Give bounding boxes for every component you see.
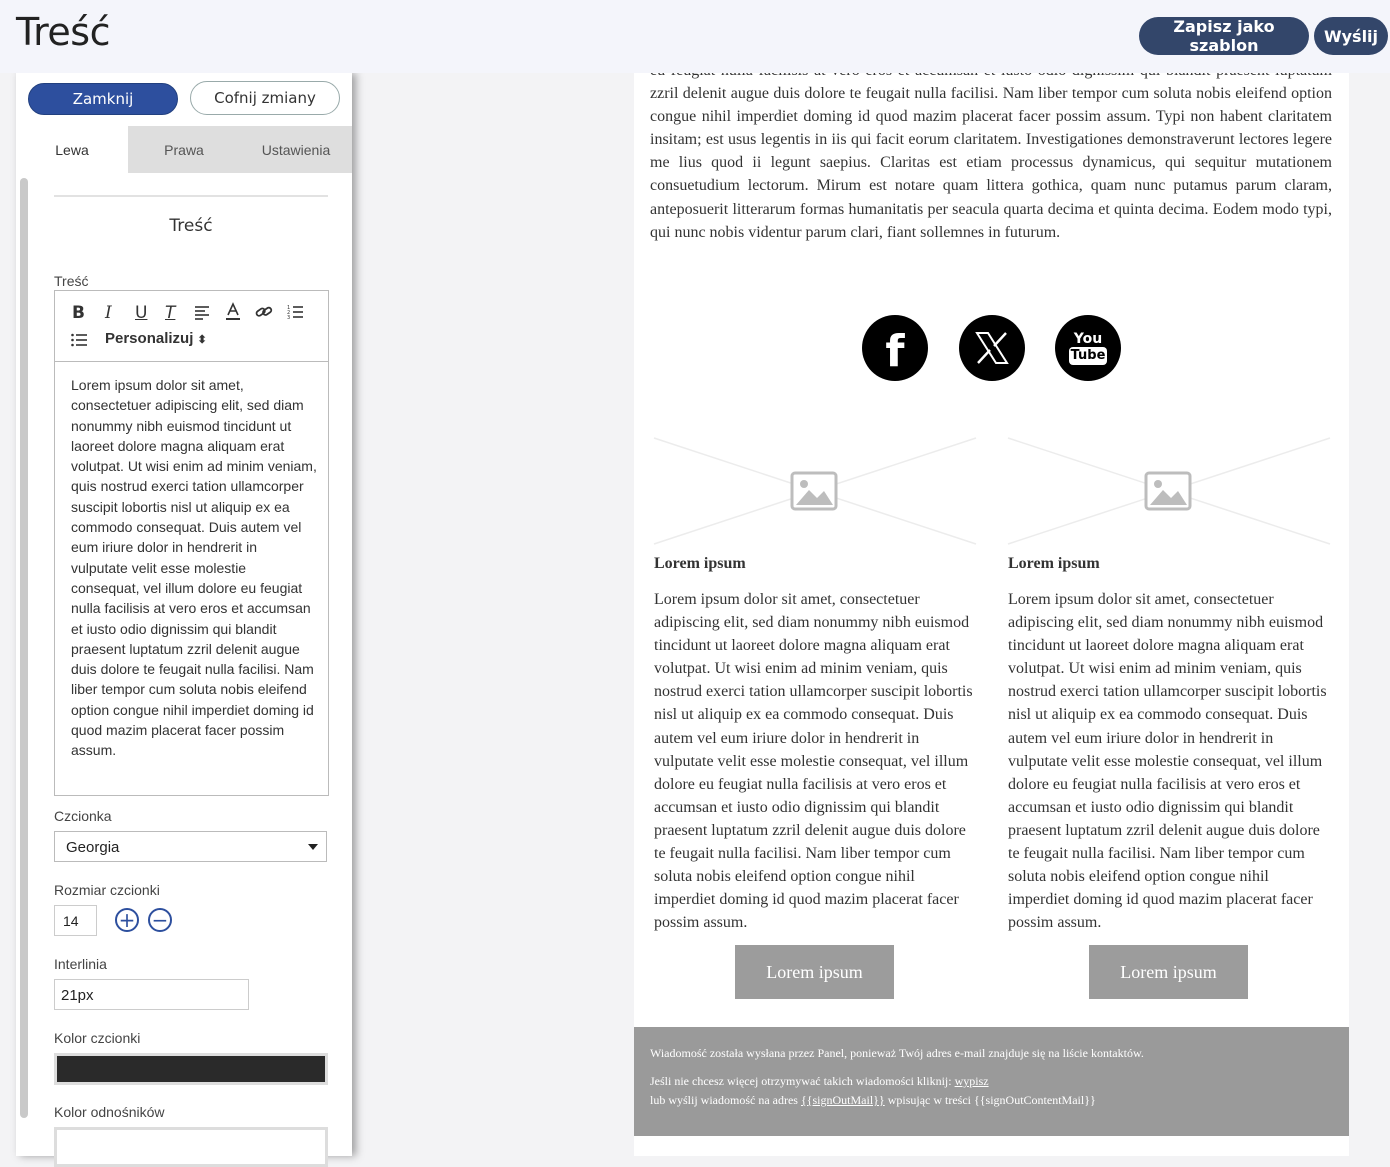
- footer-mail-suffix: wpisując w treści {{signOutContentMail}}: [884, 1093, 1096, 1107]
- personalize-label: Personalizuj: [105, 330, 194, 347]
- svg-text:3: 3: [287, 315, 291, 321]
- top-header: [0, 0, 1390, 73]
- column-text[interactable]: Lorem ipsum dolor sit amet, consectetuer adipiscing elit, sed diam nonummy nibh euismod tincidunt ut laoreet dolore magna aliquam erat volutpat. Ut wisi enim ad minim veniam, quis nostrud exerci tation ullamcorper suscipit lobortis nisl ut aliquip ex ea commodo consequat. Duis autem vel eum iriure dolor in hendrerit in vulputate velit esse molestie consequat, vel illum dolore eu feugiat nulla facilisis at vero eros et accumsan et iusto odio dignissim qui blandit praesent luptatum zzril delenit augue duis dolore te feugait nulla facilisi. Nam liber tempor cum soluta nobis eleifend option congue nihil imperdiet doming id quod mazim placerat facer possim assum.: [1008, 591, 1327, 932]
- column-title[interactable]: Lorem ipsum: [1008, 555, 1100, 572]
- image-placeholder[interactable]: [1008, 438, 1330, 544]
- email-footer: [634, 1027, 1349, 1136]
- editor-toolbar: [55, 291, 328, 362]
- content-column-right: [1008, 438, 1330, 982]
- save-as-template-button[interactable]: Zapisz jako szablon: [1139, 17, 1309, 55]
- italic-icon[interactable]: I: [105, 303, 112, 323]
- unsubscribe-link[interactable]: wypisz: [954, 1074, 989, 1088]
- font-label: Czcionka: [54, 808, 112, 824]
- footer-mail-line: [650, 1093, 1096, 1108]
- font-size-label: Rozmiar czcionki: [54, 882, 160, 898]
- rich-text-editor: [54, 290, 329, 796]
- font-color-label: Kolor czcionki: [54, 1030, 141, 1046]
- tab-left[interactable]: Lewa: [16, 126, 128, 173]
- clear-format-icon[interactable]: T: [165, 303, 176, 323]
- align-icon[interactable]: [194, 304, 210, 325]
- font-select-value: Georgia: [66, 839, 120, 856]
- facebook-icon[interactable]: [862, 315, 928, 381]
- section-title: Treść: [169, 216, 213, 236]
- panel-tabs: [16, 126, 352, 173]
- x-logo-icon: [975, 331, 1009, 365]
- personalize-dropdown[interactable]: [105, 330, 207, 347]
- email-preview: [634, 73, 1349, 1156]
- bold-icon[interactable]: B: [72, 303, 85, 323]
- youtube-glyph-top: You: [1073, 331, 1103, 347]
- panel-scrollbar[interactable]: [20, 178, 28, 1118]
- section-divider: [54, 195, 328, 197]
- edit-panel: [16, 73, 352, 1156]
- page-title: Treść: [16, 10, 110, 54]
- tab-settings[interactable]: Ustawienia: [261, 141, 331, 158]
- close-button[interactable]: Zamknij: [28, 83, 178, 115]
- column-cta-button[interactable]: Lorem ipsum: [735, 945, 894, 999]
- image-placeholder-icon: [1008, 438, 1330, 544]
- email-body-text[interactable]: zzril delenit augue duis dolore te feugait nulla facilisi. Nam liber tempor cum soluta nobis eleifend option congue nihil imperdiet doming id quod mazim placerat facer possim assum. Typi non habent claritatem insitam; est usus legentis in iis qui facit eorum claritatem. Investigationes demonstraverunt lectores legere me lius quod ii legunt saepius. Claritas est etiam processus dynamicus, qui sequitur mutationem consuetudium lectorum. Mirum est notare quam littera gothica, quam nunc putamus parum claram, anteposuerit litterarum formas humanitatis per seacula quarta decima et quinta decima. Eodem modo typi, qui nunc nobis videntur parum clari, fiant sollemnes in futurum.: [650, 85, 1332, 241]
- updown-icon: ⬍: [197, 334, 207, 346]
- tab-right[interactable]: Prawa: [164, 141, 204, 158]
- image-placeholder[interactable]: [654, 438, 976, 544]
- font-select[interactable]: [54, 831, 327, 862]
- footer-unsubscribe-text: Jeśli nie chcesz więcej otrzymywać takich wiadomości kliknij:: [650, 1074, 955, 1088]
- facebook-glyph: f: [885, 325, 905, 377]
- bullet-list-icon[interactable]: [71, 332, 87, 352]
- column-cta-button[interactable]: Lorem ipsum: [1089, 945, 1248, 999]
- link-icon[interactable]: [255, 304, 273, 325]
- send-button[interactable]: Wyślij: [1314, 17, 1388, 55]
- image-placeholder-icon: [654, 438, 976, 544]
- content-label: Treść: [54, 273, 89, 289]
- undo-changes-button[interactable]: Cofnij zmiany: [190, 81, 340, 115]
- panel-actions: [16, 73, 352, 126]
- x-icon[interactable]: [959, 315, 1025, 381]
- column-title[interactable]: Lorem ipsum: [654, 555, 746, 572]
- svg-text:2: 2: [287, 310, 291, 316]
- link-color-picker[interactable]: [54, 1127, 328, 1167]
- editor-content[interactable]: Lorem ipsum dolor sit amet, consectetuer adipiscing elit, sed diam nonummy nibh euismod tincidunt ut laoreet dolore magna aliquam erat volutpat. Ut wisi enim ad minim veniam, quis nostrud exerci tation ullamcorper suscipit lobortis nisl ut aliquip ex ea commodo consequat. Duis autem vel eum iriure dolor in hendrerit in vulputate velit esse molestie consequat, vel illum dolore eu feugiat nulla facilisis at vero eros et accumsan et iusto odio dignissim qui blandit praesent luptatum zzril delenit augue duis dolore te feugait nulla facilisi. Nam liber tempor cum soluta nobis eleifend option congue nihil imperdiet doming id quod mazim placerat facer possim assum.: [71, 377, 317, 759]
- font-color-icon[interactable]: [225, 303, 241, 326]
- increase-size-icon[interactable]: +: [115, 908, 139, 932]
- column-text[interactable]: Lorem ipsum dolor sit amet, consectetuer adipiscing elit, sed diam nonummy nibh euismod tincidunt ut laoreet dolore magna aliquam erat volutpat. Ut wisi enim ad minim veniam, quis nostrud exerci tation ullamcorper suscipit lobortis nisl ut aliquip ex ea commodo consequat. Duis autem vel eum iriure dolor in hendrerit in vulputate velit esse molestie consequat, vel illum dolore eu feugiat nulla facilisis at vero eros et accumsan et iusto odio dignissim qui blandit praesent luptatum zzril delenit augue duis dolore te feugait nulla facilisi. Nam liber tempor cum soluta nobis eleifend option congue nihil imperdiet doming id quod mazim placerat facer possim assum.: [654, 591, 973, 932]
- youtube-icon[interactable]: [1055, 315, 1121, 381]
- signout-mail-link[interactable]: {{signOutMail}}: [800, 1093, 885, 1107]
- footer-unsubscribe-line: [650, 1074, 989, 1089]
- decrease-size-icon[interactable]: −: [148, 908, 172, 932]
- footer-mail-prefix: lub wyślij wiadomość na adres: [650, 1093, 801, 1107]
- line-height-input[interactable]: 21px: [54, 979, 249, 1010]
- font-color-picker[interactable]: [54, 1053, 328, 1085]
- underline-icon[interactable]: U: [135, 303, 148, 323]
- content-column-left: [654, 438, 976, 982]
- ordered-list-icon[interactable]: [287, 304, 303, 325]
- link-color-label: Kolor odnośników: [54, 1104, 165, 1120]
- youtube-glyph-bottom: Tube: [1070, 348, 1106, 363]
- svg-text:1: 1: [287, 305, 291, 311]
- line-height-label: Interlinia: [54, 956, 107, 972]
- chevron-down-icon: [308, 844, 318, 850]
- font-size-input[interactable]: 14: [54, 905, 97, 936]
- footer-notice: Wiadomość została wysłana przez Panel, ponieważ Twój adres e-mail znajduje się na liście kontaktów.: [650, 1046, 1144, 1060]
